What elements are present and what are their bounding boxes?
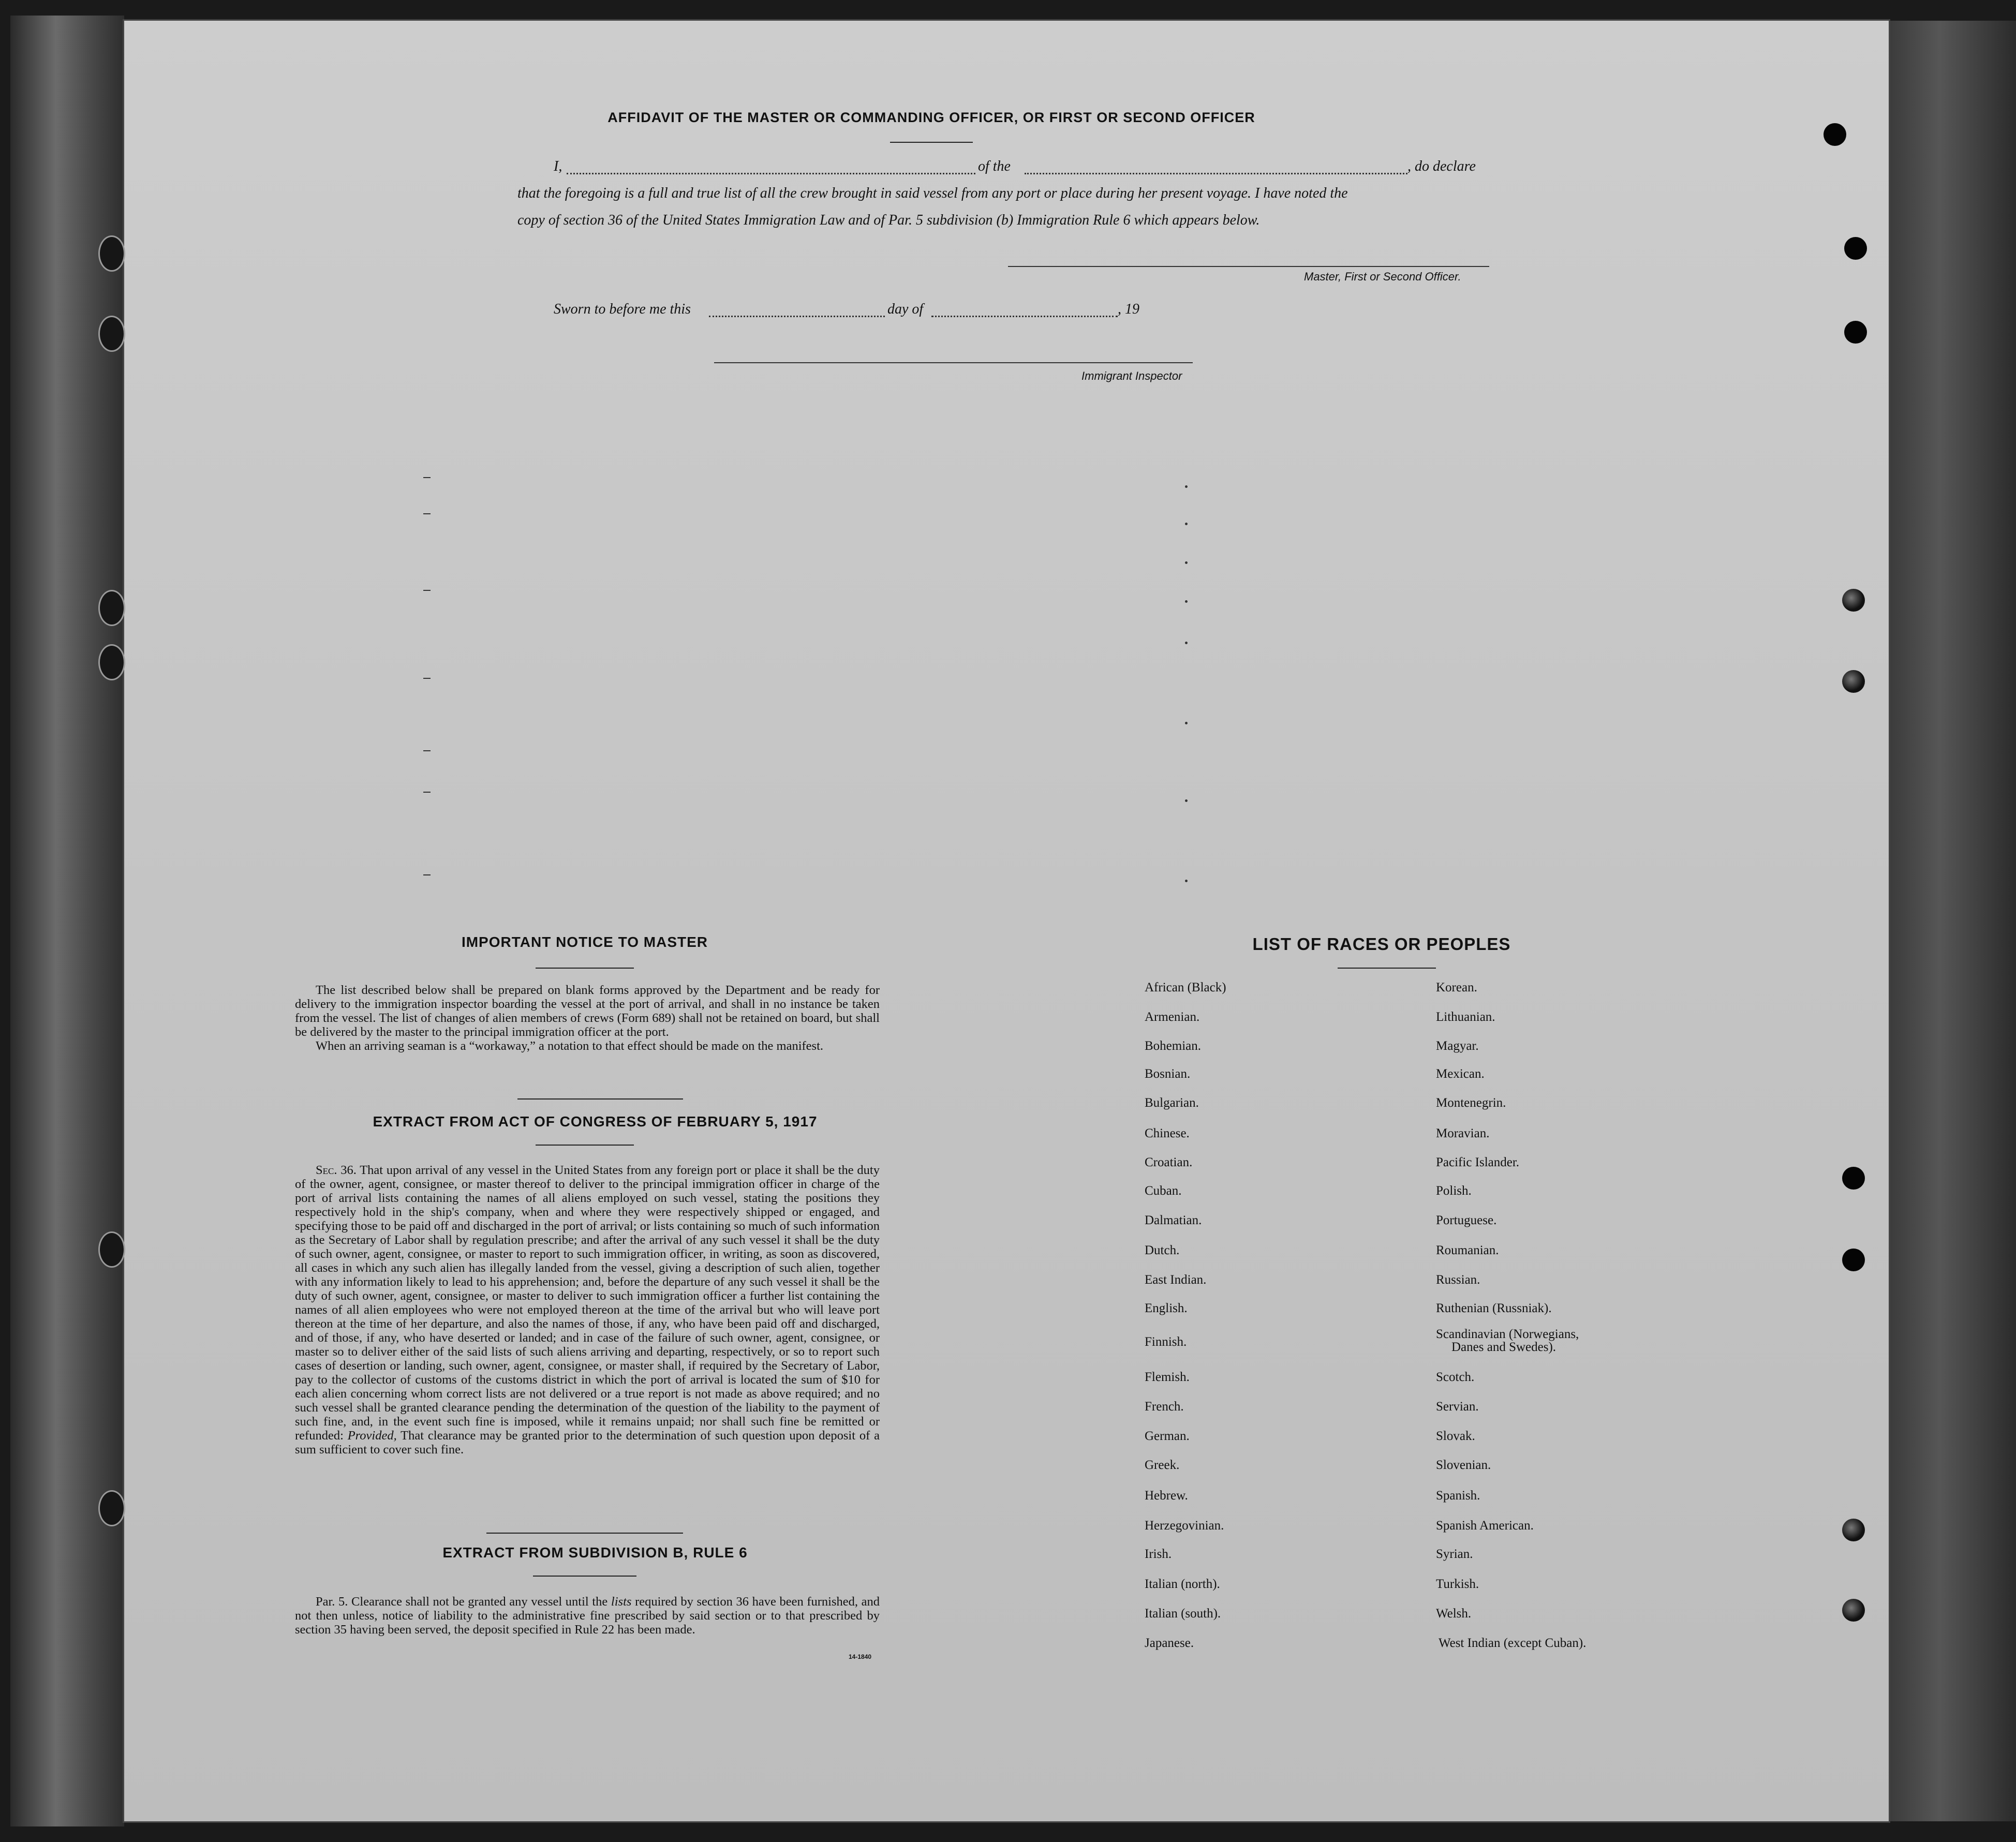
punch-hole bbox=[1842, 1167, 1865, 1190]
binder-ring bbox=[98, 590, 125, 626]
extract-sub-body bbox=[295, 1595, 880, 1637]
binder-edge bbox=[10, 16, 124, 1826]
race-item: Chinese. bbox=[1145, 1126, 1190, 1140]
race-item: Cuban. bbox=[1145, 1184, 1182, 1198]
race-item: West Indian (except Cuban). bbox=[1439, 1636, 1587, 1650]
race-item: Turkish. bbox=[1436, 1577, 1479, 1591]
year-prefix: , 19 bbox=[1118, 301, 1139, 317]
section-36-end: That clearance may be granted prior to the determination of such question upon deposit of a sum sufficient to cover such fine. bbox=[295, 1429, 880, 1457]
punch-hole bbox=[1844, 237, 1867, 260]
race-item: Syrian. bbox=[1436, 1547, 1473, 1561]
race-item: German. bbox=[1145, 1429, 1190, 1443]
affidavit-line-3: copy of section 36 of the United States Immigration Law and of Par. 5 subdivision (b) Immigration Rule 6 which appears below. bbox=[517, 212, 1260, 228]
race-item: Magyar. bbox=[1436, 1039, 1479, 1053]
race-item: Pacific Islander. bbox=[1436, 1155, 1520, 1169]
column-dot bbox=[1185, 600, 1188, 603]
race-item: Dutch. bbox=[1145, 1243, 1180, 1257]
divider bbox=[1338, 968, 1436, 969]
race-item: Spanish American. bbox=[1436, 1519, 1534, 1533]
race-item: Scotch. bbox=[1436, 1370, 1475, 1384]
column-dot bbox=[1185, 880, 1188, 882]
rule-6-text bbox=[295, 1595, 880, 1637]
race-item: Bulgarian. bbox=[1145, 1096, 1199, 1110]
race-item: Italian (south). bbox=[1145, 1607, 1221, 1621]
sworn-text: Sworn to before me this bbox=[554, 301, 691, 317]
section-36-main: That upon arrival of any vessel in the United States from any foreign port or place it shall be the duty of the owner, agent, consignee, or master thereof to deliver to the principal immigration officer in charge of the port of arrival lists containing the names of all aliens employed on such vessel, stating the positions they respectively hold in the ship's company, when and where they were respectively shipped or engaged, and specifying those to be paid off and discharged in the port of arrival; or lists containing so much of such information as the Secretary of Labor shall by regulation prescribe; and after the arrival of any such vessel it shall be the duty of such owner, agent, consignee, or master to report to such immigration officer, in writing, as soon as discovered, all cases in which any such alien has illegally landed from the vessel, giving a description of such alien, together with any information likely to lead to his apprehension; and, before the departure of any such vessel it shall be the duty of such owner, agent, consignee, or master to deliver to such immigration officer a further list containing the names of all alien employees who were not employed thereon at the time of the arrival but who will leave port thereon at the time of her departure, and also the names of those, if any, who have been paid off and discharged, and of those, if any, who have deserted or landed; and in case of the failure of such owner, agent, consignee, or master so to deliver either of the said lists of such aliens arriving and departing, respectively, or so to report such cases of desertion or landing, such owner, agent, consignee, or master shall, if required by the Secretary of Labor, pay to the collector of customs of the customs district in which the port of arrival is located the sum of $10 for each alien concerning whom correct lists are not delivered or a true report is not made as above required; and no such vessel shall be granted clearance pending the determination of the question of the liability to the payment of such fine, and, in the event such fine is imposed, while it remains unpaid; nor shall such fine be remitted or refunded: bbox=[295, 1163, 880, 1443]
race-item: Dalmatian. bbox=[1145, 1213, 1202, 1227]
punch-hole bbox=[1842, 1249, 1865, 1271]
race-item: French. bbox=[1145, 1400, 1184, 1414]
notice-paragraph-1: The list described below shall be prepared on blank forms approved by the Department and be ready for delivery to the immigration inspector boarding the vessel at the port of arrival, and shall in no instance be taken from the vessel. The list of changes of alien members of crews (Form 689) shall not be retained on board, but shall be delivered by the master to the principal immigration officer at the port. bbox=[295, 983, 880, 1039]
race-item: East Indian. bbox=[1145, 1273, 1207, 1287]
race-item: Herzegovinian. bbox=[1145, 1519, 1224, 1533]
divider bbox=[517, 1098, 683, 1100]
race-item: Flemish. bbox=[1145, 1370, 1190, 1384]
punch-hole bbox=[1844, 321, 1867, 344]
column-dot bbox=[1185, 485, 1188, 488]
binder-ring bbox=[98, 316, 125, 352]
column-mark bbox=[423, 477, 431, 478]
day-of-text: day of bbox=[887, 301, 924, 317]
race-item: Bosnian. bbox=[1145, 1067, 1191, 1081]
binder-ring bbox=[98, 1490, 125, 1526]
page-edge-shadow bbox=[1889, 21, 2016, 1821]
race-item: English. bbox=[1145, 1301, 1188, 1315]
column-mark bbox=[423, 590, 431, 591]
signature-line bbox=[1008, 266, 1489, 267]
race-item: Mexican. bbox=[1436, 1067, 1485, 1081]
races-title: LIST OF RACES OR PEOPLES bbox=[1252, 934, 1511, 954]
divider bbox=[890, 142, 973, 143]
inspector-signature-line bbox=[714, 362, 1193, 363]
race-item: Ruthenian (Russniak). bbox=[1436, 1301, 1552, 1315]
lists-word: lists bbox=[611, 1595, 632, 1609]
affidavit-declare: , do declare bbox=[1407, 158, 1476, 174]
notice-title: IMPORTANT NOTICE TO MASTER bbox=[461, 934, 708, 950]
column-mark bbox=[423, 678, 431, 679]
race-item: Finnish. bbox=[1145, 1335, 1187, 1349]
race-item: Montenegrin. bbox=[1436, 1096, 1506, 1110]
race-item: Welsh. bbox=[1436, 1607, 1472, 1621]
section-36-text bbox=[295, 1163, 880, 1457]
race-item: Lithuanian. bbox=[1436, 1010, 1495, 1024]
signature-caption: Master, First or Second Officer. bbox=[1304, 270, 1461, 283]
divider bbox=[536, 968, 634, 969]
extract-act-body bbox=[295, 1163, 880, 1457]
date-blank bbox=[709, 316, 885, 317]
race-item: Croatian. bbox=[1145, 1155, 1193, 1169]
affidavit-i: I, bbox=[554, 158, 562, 174]
punch-hole bbox=[1842, 589, 1865, 612]
affidavit-line-2: that the foregoing is a full and true list of all the crew brought in said vessel from any port or place during her present voyage. I have noted the bbox=[517, 185, 1348, 201]
race-item: Scandinavian (Norwegians, bbox=[1436, 1327, 1579, 1341]
race-item: Italian (north). bbox=[1145, 1577, 1220, 1591]
divider bbox=[536, 1145, 634, 1146]
column-dot bbox=[1185, 523, 1188, 525]
column-mark bbox=[423, 513, 431, 514]
race-item: Greek. bbox=[1145, 1458, 1180, 1472]
punch-hole bbox=[1824, 123, 1846, 146]
race-item: Japanese. bbox=[1145, 1636, 1194, 1650]
punch-hole bbox=[1842, 670, 1865, 693]
divider bbox=[486, 1533, 683, 1534]
race-item: Spanish. bbox=[1436, 1489, 1480, 1503]
column-dot bbox=[1185, 799, 1188, 802]
race-item: Moravian. bbox=[1436, 1126, 1490, 1140]
binder-ring bbox=[98, 1231, 125, 1268]
month-blank bbox=[931, 316, 1118, 317]
race-item: Roumanian. bbox=[1436, 1243, 1499, 1257]
extract-sub-title: EXTRACT FROM SUBDIVISION B, RULE 6 bbox=[442, 1544, 748, 1561]
extract-act-title: EXTRACT FROM ACT OF CONGRESS OF FEBRUARY 5, 1917 bbox=[373, 1113, 818, 1130]
race-item: Danes and Swedes). bbox=[1451, 1340, 1557, 1354]
column-dot bbox=[1185, 642, 1188, 644]
binder-ring bbox=[98, 644, 125, 680]
column-mark bbox=[423, 792, 431, 793]
affidavit-of-the: of the bbox=[978, 158, 1011, 174]
race-item: Polish. bbox=[1436, 1184, 1472, 1198]
section-label: Sec. 36. bbox=[316, 1163, 357, 1177]
race-item: Hebrew. bbox=[1145, 1489, 1188, 1503]
provided-word: Provided, bbox=[347, 1429, 397, 1443]
race-item: Slovenian. bbox=[1436, 1458, 1491, 1472]
race-item: Portuguese. bbox=[1436, 1213, 1497, 1227]
rule-6-end: required by section 36 have been furnished, and not then unless, notice of liability to the administrative fine prescribed by said section or to that prescribed by section 35 having been served, the deposit specified in Rule 22 has been made. bbox=[295, 1595, 880, 1637]
column-dot bbox=[1185, 561, 1188, 564]
notice-paragraph-2: When an arriving seaman is a “workaway,” a notation to that effect should be made on the manifest. bbox=[316, 1039, 824, 1053]
column-mark bbox=[423, 750, 431, 751]
affidavit-title: AFFIDAVIT OF THE MASTER OR COMMANDING OFFICER, OR FIRST OR SECOND OFFICER bbox=[607, 110, 1255, 125]
race-item: Bohemian. bbox=[1145, 1039, 1202, 1053]
column-dot bbox=[1185, 722, 1188, 724]
vessel-blank bbox=[1025, 173, 1407, 174]
divider bbox=[533, 1576, 636, 1577]
notice-body bbox=[295, 983, 880, 1053]
race-item: Servian. bbox=[1436, 1400, 1479, 1414]
form-number: 14-1840 bbox=[849, 1653, 872, 1660]
race-item: Russian. bbox=[1436, 1273, 1480, 1287]
rule-6-start: Par. 5. Clearance shall not be granted any vessel until the bbox=[316, 1595, 608, 1609]
inspector-caption: Immigrant Inspector bbox=[1081, 369, 1182, 382]
punch-hole bbox=[1842, 1519, 1865, 1541]
name-blank bbox=[567, 173, 975, 174]
race-item: Irish. bbox=[1145, 1547, 1172, 1561]
race-item: Slovak. bbox=[1436, 1429, 1475, 1443]
race-item: Armenian. bbox=[1145, 1010, 1200, 1024]
binder-ring bbox=[98, 235, 125, 272]
column-mark bbox=[423, 874, 431, 875]
race-item: African (Black) bbox=[1145, 981, 1226, 994]
race-item: Korean. bbox=[1436, 981, 1477, 994]
punch-hole bbox=[1842, 1599, 1865, 1622]
